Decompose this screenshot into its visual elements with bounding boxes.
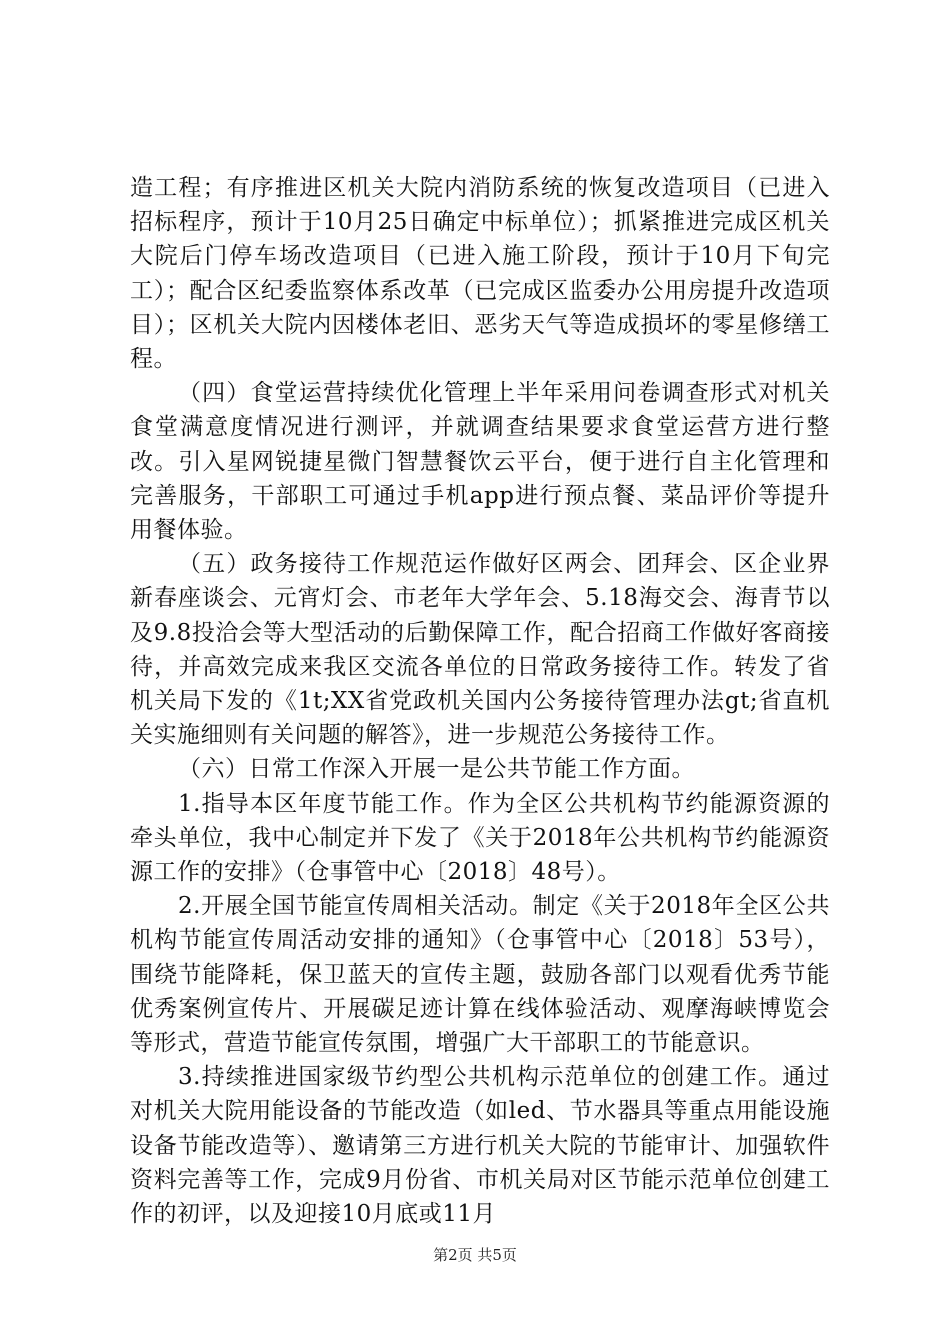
- paragraph-daily-work: （六）日常工作深入开展一是公共节能工作方面。: [178, 756, 695, 783]
- paragraph-continuation: 造工程；有序推进区机关大院内消防系统的恢复改造项目（已进入招标程序，预计于10月25日确定中标单位）；抓紧推进完成区机关大院后门停车场改造项目（已进入施工阶段，预计于10月下旬完工）；配合区纪委监察体系改革（已完成区监委办公用房提升改造项目）；区机关大院内因楼体老旧、恶劣天气等造成损坏的零星修缮工程。: [130, 175, 830, 373]
- paragraph-reception: （五）政务接待工作规范运作做好区两会、团拜会、区企业界新春座谈会、元宵灯会、市老年大学年会、5.18海交会、海青节以及9.8投洽会等大型活动的后勤保障工作，配合招商工作做好客商接待，并高效完成来我区交流各单位的日常政务接待工作。转发了省机关局下发的《1t;XX省党政机关国内公务接待管理办法gt;省直机关实施细则有关问题的解答》，进一步规范公务接待工作。: [130, 551, 830, 749]
- document-body: [130, 171, 830, 1231]
- paragraph-item-1: 1.指导本区年度节能工作。作为全区公共机构节约能源资源的牵头单位，我中心制定并下发了《关于2018年公共机构节约能源资源工作的安排》（仓事管中心〔2018〕48号）。: [130, 790, 830, 886]
- paragraph-item-3: 3.持续推进国家级节约型公共机构示范单位的创建工作。通过对机关大院用能设备的节能改造（如led、节水器具等重点用能设施设备节能改造等）、邀请第三方进行机关大院的节能审计、加强软件资料完善等工作，完成9月份省、市机关局对区节能示范单位创建工作的初评，以及迎接10月底或11月: [130, 1064, 830, 1228]
- page-footer: 第2页 共5页: [433, 1246, 517, 1264]
- paragraph-item-2: 2.开展全国节能宣传周相关活动。制定《关于2018年全区公共机构节能宣传周活动安排的通知》（仓事管中心〔2018〕53号），围绕节能降耗，保卫蓝天的宣传主题，鼓励各部门以观看优秀节能优秀案例宣传片、开展碳足迹计算在线体验活动、观摩海峡博览会等形式，营造节能宣传氛围，增强广大干部职工的节能意识。: [130, 893, 830, 1057]
- paragraph-canteen: （四）食堂运营持续优化管理上半年采用问卷调查形式对机关食堂满意度情况进行测评，并就调查结果要求食堂运营方进行整改。引入星网锐捷星微门智慧餐饮云平台，便于进行自主化管理和完善服务，干部职工可通过手机app进行预点餐、菜品评价等提升用餐体验。: [130, 380, 830, 544]
